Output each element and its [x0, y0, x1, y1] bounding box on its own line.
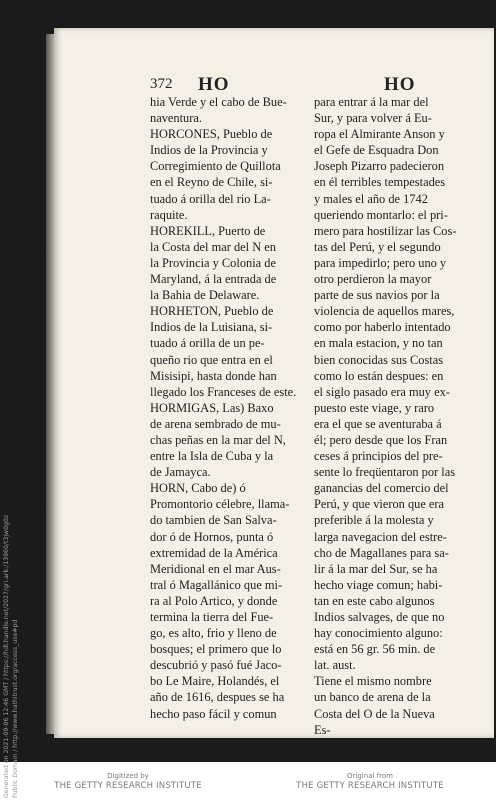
text-line: chas peñas en la mar del N, [150, 432, 286, 447]
text-line: Meridional en el mar Aus- [150, 561, 281, 576]
text-line: larga navegacion del estre- [314, 529, 447, 544]
text-line: tan en este cabo algunos [314, 593, 435, 608]
text-line: Joseph Pizarro padecieron [314, 159, 445, 174]
text-line: llegado los Franceses de este. [150, 384, 297, 399]
text-line: para impedirlo; pero uno y [314, 255, 447, 270]
footer-caption: Digitized by [107, 772, 149, 780]
text-line: hecho viage comun; habi- [314, 577, 443, 592]
text-line: naventura. [150, 111, 202, 126]
text-line: ganancias del comercio del [314, 481, 449, 496]
text-line: ra al Polo Artico, y donde [150, 593, 278, 608]
text-line: violencia de aquellos mares, [314, 304, 455, 319]
text-line: Tiene el mismo nombre [314, 674, 432, 689]
footer-digitized-by [28, 772, 228, 792]
footer-institution: THE GETTY RESEARCH INSTITUTE [296, 781, 444, 791]
text-line: HORHETON, Pueblo de [150, 304, 274, 319]
text-line: queriendo montarlo: el pri- [314, 207, 448, 222]
text-line: entre la Isla de Cuba y la [150, 449, 274, 464]
text-line: el Gefe de Esquadra Don [314, 143, 439, 158]
text-line: bien conocidas sus Costas [314, 352, 444, 367]
text-line: de Jamayca. [150, 465, 211, 480]
text-line: como lo están despues: en [314, 368, 444, 383]
text-line: cho de Magallanes para sa- [314, 545, 449, 560]
text-line: de arena sembrado de mu- [150, 416, 281, 431]
text-column-right [314, 94, 462, 738]
text-line: Perú, y que vieron que era [314, 497, 445, 512]
text-line: tas del Perú, y el segundo [314, 239, 441, 254]
text-line: lir á la mar del Sur, se ha [314, 561, 438, 576]
text-line: sente lo freqüentaron por las [314, 465, 456, 480]
text-line: y males el año de 1742 [314, 191, 428, 206]
text-line: la Costa del mar del N en [150, 239, 276, 254]
text-line: HORN, Cabo de) ó [150, 481, 246, 496]
running-head-right: HO [384, 74, 416, 95]
text-line: ceses á principios del pre- [314, 449, 443, 464]
side-stamp-line: Public Domain / http://www.hathitrust.org/access_use#pd [12, 619, 19, 798]
text-line: extremidad de la América [150, 545, 278, 560]
text-line: Costa del O de la Nueva [314, 706, 435, 721]
text-line: ropa el Almirante Anson y [314, 127, 445, 142]
text-line: en el Reyno de Chile, si- [150, 175, 273, 190]
hathitrust-side-stamp [2, 515, 20, 798]
text-line: tuado á orilla de un pe- [150, 336, 265, 351]
text-line: lat. aust. [314, 658, 356, 673]
text-line: como por haberlo intentado [314, 320, 451, 335]
footer-institution: THE GETTY RESEARCH INSTITUTE [54, 781, 202, 791]
text-line: raquite. [150, 207, 188, 222]
text-line: mero para hostilizar las Cos- [314, 223, 457, 238]
page-number: 372 [150, 76, 173, 92]
text-line: dor ó de Hornos, punta ó [150, 529, 274, 544]
footer-caption: Original from [347, 772, 393, 780]
text-line: él; pero desde que los Fran [314, 432, 448, 447]
text-line: la Bahia de Delaware. [150, 288, 260, 303]
text-line: era el que se aventuraba á [314, 416, 442, 431]
text-line: en él terribles tempestades [314, 175, 446, 190]
text-line: puesto este viage, y raro [314, 400, 435, 415]
text-line: bosques; el primero que lo [150, 642, 282, 657]
text-line: Indios de la Provincia y [150, 143, 268, 158]
text-line: Corregimiento de Quillota [150, 159, 281, 174]
text-line: tuado á orilla del rio La- [150, 191, 271, 206]
text-line: termina la tierra del Fue- [150, 610, 274, 624]
side-stamp-line: Generated on 2021-09-06 12:46 GMT / https://hdl.handle.net/2027/gri.ark:/13960/t3jw0g0z [3, 514, 10, 798]
text-line: otro perdieron la mayor [314, 272, 432, 287]
text-line: preferible á la molesta y [314, 513, 434, 528]
text-line: el siglo pasado era muy ex- [314, 384, 450, 399]
text-line: Promontorio célebre, llama- [150, 497, 290, 512]
text-line: HORMIGAS, Las) Baxo [150, 400, 274, 415]
text-line: Misisipi, hasta donde han [150, 368, 277, 383]
text-line: HOREKILL, Puerto de [150, 223, 266, 238]
text-line: Maryland, á la entrada de [150, 272, 277, 287]
text-line: Indios de la Luisiana, si- [150, 320, 273, 335]
text-line: do tambien de San Salva- [150, 513, 277, 528]
text-line: año de 1616, despues se ha [150, 690, 285, 705]
text-line: hia Verde y el cabo de Bue- [150, 95, 287, 109]
text-line: hecho paso fácil y comun [150, 706, 277, 721]
text-line: parte de sus navios por la [314, 288, 440, 303]
text-line: tral ó Magallánico que mi- [150, 577, 283, 592]
text-line: Sur, y para volver á Eu- [314, 111, 432, 126]
text-line: HORCONES, Pueblo de [150, 127, 273, 142]
text-line: la Provincia y Colonia de [150, 255, 276, 270]
text-line: descubrió y pasó fué Jaco- [150, 658, 282, 673]
page-header [150, 74, 460, 94]
text-line: para entrar á la mar del [314, 95, 429, 109]
running-head-left: HO [198, 74, 230, 95]
text-line: queño rio que entra en el [150, 352, 273, 367]
text-line: un banco de arena de la [314, 690, 431, 705]
text-line: go, es alto, frio y lleno de [150, 626, 277, 641]
text-line: Indios salvages, de que no [314, 610, 445, 624]
text-column-left [150, 94, 298, 722]
text-line: bo Le Maire, Holandés, el [150, 674, 280, 689]
text-line: Es- [314, 722, 331, 737]
text-line: en mala estacion, y no tan [314, 336, 443, 351]
text-line: hay conocimiento alguno: [314, 626, 443, 641]
text-line: está en 56 gr. 56 min. de [314, 642, 436, 657]
footer-original-from [270, 772, 470, 792]
